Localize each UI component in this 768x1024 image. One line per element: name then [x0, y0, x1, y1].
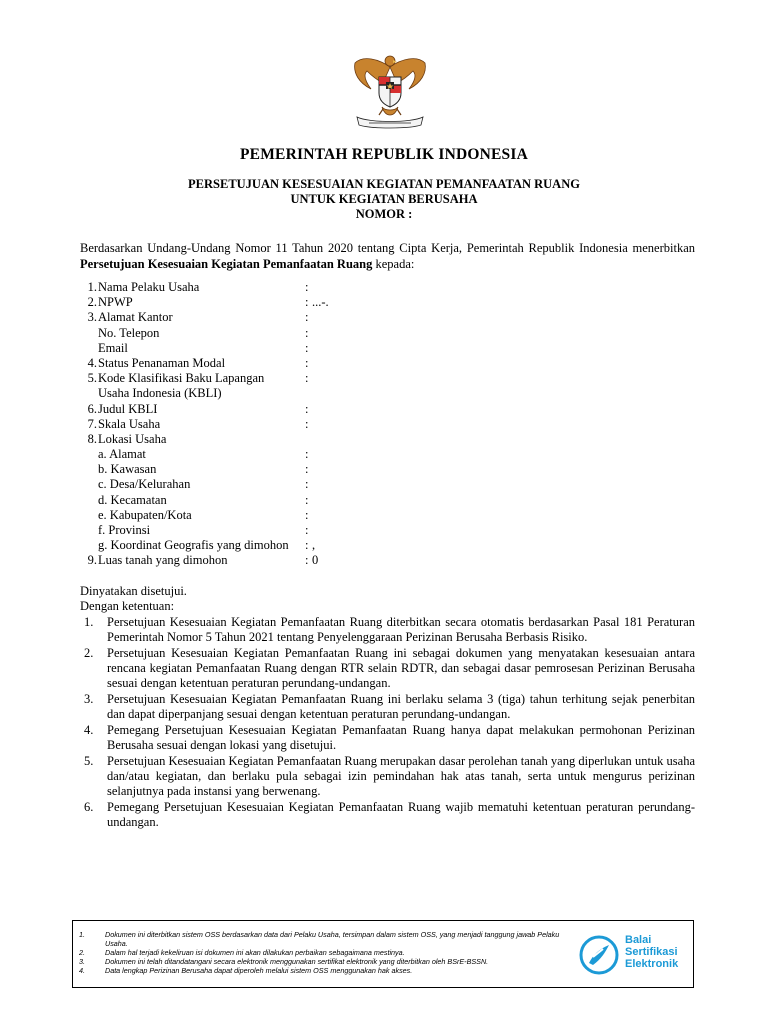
footer-note-text: Data lengkap Perizinan Berusaha dapat diperoleh melalui sistem OSS menggunakan hak akses. — [105, 966, 413, 975]
condition-number: 4. — [84, 722, 94, 737]
field-number: 8. — [87, 431, 97, 446]
field-label: Luas tanah yang dimohon — [98, 553, 228, 568]
intro-tail: kepada: — [372, 257, 415, 271]
footer-note-number: 4. — [79, 966, 85, 975]
field-number: 5. — [87, 371, 97, 386]
footer-note-text: Dokumen ini telah ditandatangani secara elektronik menggunakan sertifikat elektronik yang diterbitkan oleh BSrE-BSSN. — [105, 957, 489, 966]
field-label: Email — [98, 340, 128, 355]
field-label: NPWP — [98, 295, 133, 310]
field-row — [80, 523, 700, 538]
field-colon: : — [305, 462, 309, 477]
field-colon: : — [305, 310, 309, 325]
field-row — [80, 447, 700, 462]
field-label: Skala Usaha — [98, 416, 161, 431]
field-label: Usaha Indonesia (KBLI) — [98, 386, 222, 401]
footer-notes — [79, 930, 579, 975]
condition-number: 3. — [84, 692, 94, 707]
condition-item — [80, 800, 695, 830]
field-row — [80, 402, 700, 417]
field-label: Judul KBLI — [98, 401, 158, 416]
field-label: Alamat Kantor — [98, 310, 173, 325]
footer-notes-box — [72, 920, 694, 988]
condition-item — [80, 692, 695, 722]
field-label: Nama Pelaku Usaha — [98, 280, 200, 294]
field-number: 9. — [87, 553, 97, 568]
field-number: 3. — [87, 310, 97, 325]
applicant-fields — [80, 280, 700, 569]
field-row — [80, 417, 700, 432]
intro-bold-text: Persetujuan Kesesuaian Kegiatan Pemanfaatan Ruang — [80, 257, 373, 271]
footer-note-number: 3. — [79, 957, 85, 966]
field-label: e. Kabupaten/Kota — [98, 507, 192, 522]
field-value: ...-. — [312, 295, 329, 310]
conditions-heading: Dengan ketentuan: — [80, 599, 175, 613]
condition-number: 5. — [84, 753, 94, 768]
footer-note-text: Dalam hal terjadi kekeliruan isi dokumen ini akan dilakukan perbaikan sebagaimana mestinya. — [105, 948, 405, 957]
field-row — [80, 341, 700, 356]
field-row — [80, 295, 700, 310]
field-value: 0 — [312, 553, 319, 568]
footer-note-number: 2. — [79, 948, 85, 957]
field-row — [80, 508, 700, 523]
condition-text: Persetujuan Kesesuaian Kegiatan Pemanfaatan Ruang ini berlaku selama 3 (tiga) tahun terhitung sejak penerbitan dan dapat diperpanjang sesuai dengan ketentuan peraturan perundang-undangan. — [107, 692, 695, 722]
field-label: Lokasi Usaha — [98, 431, 167, 446]
field-colon: : — [305, 523, 309, 537]
field-colon: : — [305, 371, 309, 386]
field-colon: : — [305, 295, 309, 310]
field-colon: : — [305, 507, 309, 522]
intro-text: Berdasarkan Undang-Undang Nomor 11 Tahun 2020 tentang Cipta Kerja, Pemerintah Republik Indonesia menerbitkan — [80, 241, 695, 255]
field-colon: : — [305, 355, 309, 370]
conditions-list — [80, 615, 695, 831]
field-row — [80, 462, 700, 477]
footer-note-number: 1. — [79, 930, 85, 939]
field-label: d. Kecamatan — [98, 492, 167, 507]
field-row — [80, 310, 700, 325]
field-label: No. Telepon — [98, 325, 160, 340]
field-row — [80, 280, 700, 295]
garuda-emblem-icon — [349, 49, 431, 129]
condition-text: Pemegang Persetujuan Kesesuaian Kegiatan Pemanfaatan Ruang wajib mematuhi ketentuan peraturan perundang-undangan. — [107, 799, 695, 830]
field-colon: : — [305, 416, 309, 431]
field-label: b. Kawasan — [98, 462, 157, 477]
field-colon: : — [305, 325, 309, 340]
field-row — [80, 356, 700, 371]
field-number: 6. — [87, 401, 97, 416]
field-colon: : — [305, 401, 309, 416]
approval-statement: Dinyatakan disetujui. — [80, 584, 187, 598]
field-label: Status Penanaman Modal — [98, 355, 226, 370]
footer-note — [79, 966, 579, 975]
field-label: a. Alamat — [98, 447, 146, 462]
field-colon: : — [305, 492, 309, 507]
field-label: f. Provinsi — [98, 523, 151, 537]
condition-number: 6. — [84, 799, 94, 814]
field-colon: : — [305, 447, 309, 462]
document-title-line-1: PERSETUJUAN KESESUAIAN KEGIATAN PEMANFAATAN RUANG — [188, 177, 580, 191]
field-row — [80, 538, 700, 553]
field-colon: : — [305, 538, 309, 553]
condition-number: 1. — [84, 615, 94, 629]
field-row — [80, 326, 700, 341]
footer-note — [79, 957, 579, 966]
field-colon: : — [305, 280, 309, 294]
field-value: , — [312, 538, 316, 553]
document-number-label: NOMOR : — [355, 207, 413, 221]
field-number: 1. — [87, 280, 97, 294]
field-row — [80, 493, 700, 508]
field-number: 2. — [87, 295, 97, 310]
field-number: 4. — [87, 355, 97, 370]
field-label: g. Koordinat Geografis yang dimohon — [98, 538, 289, 553]
condition-text: Persetujuan Kesesuaian Kegiatan Pemanfaatan Ruang diterbitkan secara otomatis berdasarkan Pasal 181 Peraturan Pemerintah Nomor 5 Tahun 2021 tentang Penyelenggaraan Perizinan Berusaha Berbasis Risiko. — [107, 615, 695, 645]
condition-item — [80, 723, 695, 753]
field-row — [80, 432, 700, 447]
condition-text: Pemegang Persetujuan Kesesuaian Kegiatan Pemanfaatan Ruang hanya dapat melakukan permohonan Perizinan Berusaha sesuai dengan lokasi yang disetujui. — [107, 722, 695, 753]
condition-item — [80, 615, 695, 645]
field-row — [80, 477, 700, 492]
condition-number: 2. — [84, 645, 94, 660]
field-label: Kode Klasifikasi Baku Lapangan — [98, 371, 265, 386]
footer-note-text: Dokumen ini diterbitkan sistem OSS berdasarkan data dari Pelaku Usaha, tersimpan dalam sistem OSS, yang menjadi tanggung jawab Pelaku Usaha. — [105, 930, 560, 948]
bsre-logo-line-1: Balai — [625, 934, 652, 946]
field-colon: : — [305, 553, 309, 568]
bsre-logo-icon — [579, 935, 619, 975]
bsre-logo-line-2: Sertifikasi — [625, 946, 678, 958]
condition-item — [80, 646, 695, 692]
intro-paragraph — [80, 240, 695, 272]
condition-item — [80, 754, 695, 800]
footer-note — [79, 930, 579, 948]
field-colon: : — [305, 477, 309, 492]
field-label: c. Desa/Kelurahan — [98, 477, 191, 492]
field-number: 7. — [87, 416, 97, 431]
field-row — [80, 371, 700, 386]
condition-text: Persetujuan Kesesuaian Kegiatan Pemanfaatan Ruang ini sebagai dokumen yang menyatakan kesesuaian antara rencana kegiatan Pemanfaatan Ruang dengan RTR selain RDTR, dan sebagai dasar pemrosesan Perizinan Berusaha sesuai dengan ketentuan peraturan perundang-undangan. — [107, 645, 695, 691]
field-row — [80, 553, 700, 568]
government-heading: PEMERINTAH REPUBLIK INDONESIA — [240, 146, 528, 163]
field-row — [80, 386, 700, 401]
bsre-logo-line-3: Elektronik — [625, 958, 679, 970]
condition-text: Persetujuan Kesesuaian Kegiatan Pemanfaatan Ruang merupakan dasar perolehan tanah yang diperlukan untuk usaha dan/atau kegiatan, dan berlaku pula sebagai izin pemindahan hak atas tanah, serta untuk mengurus perizinan selanjutnya pada instansi yang berwenang. — [107, 753, 695, 799]
footer-note — [79, 948, 579, 957]
document-title-line-2: UNTUK KEGIATAN BERUSAHA — [290, 192, 478, 206]
field-colon: : — [305, 340, 309, 355]
bsre-logo-text — [625, 934, 678, 970]
